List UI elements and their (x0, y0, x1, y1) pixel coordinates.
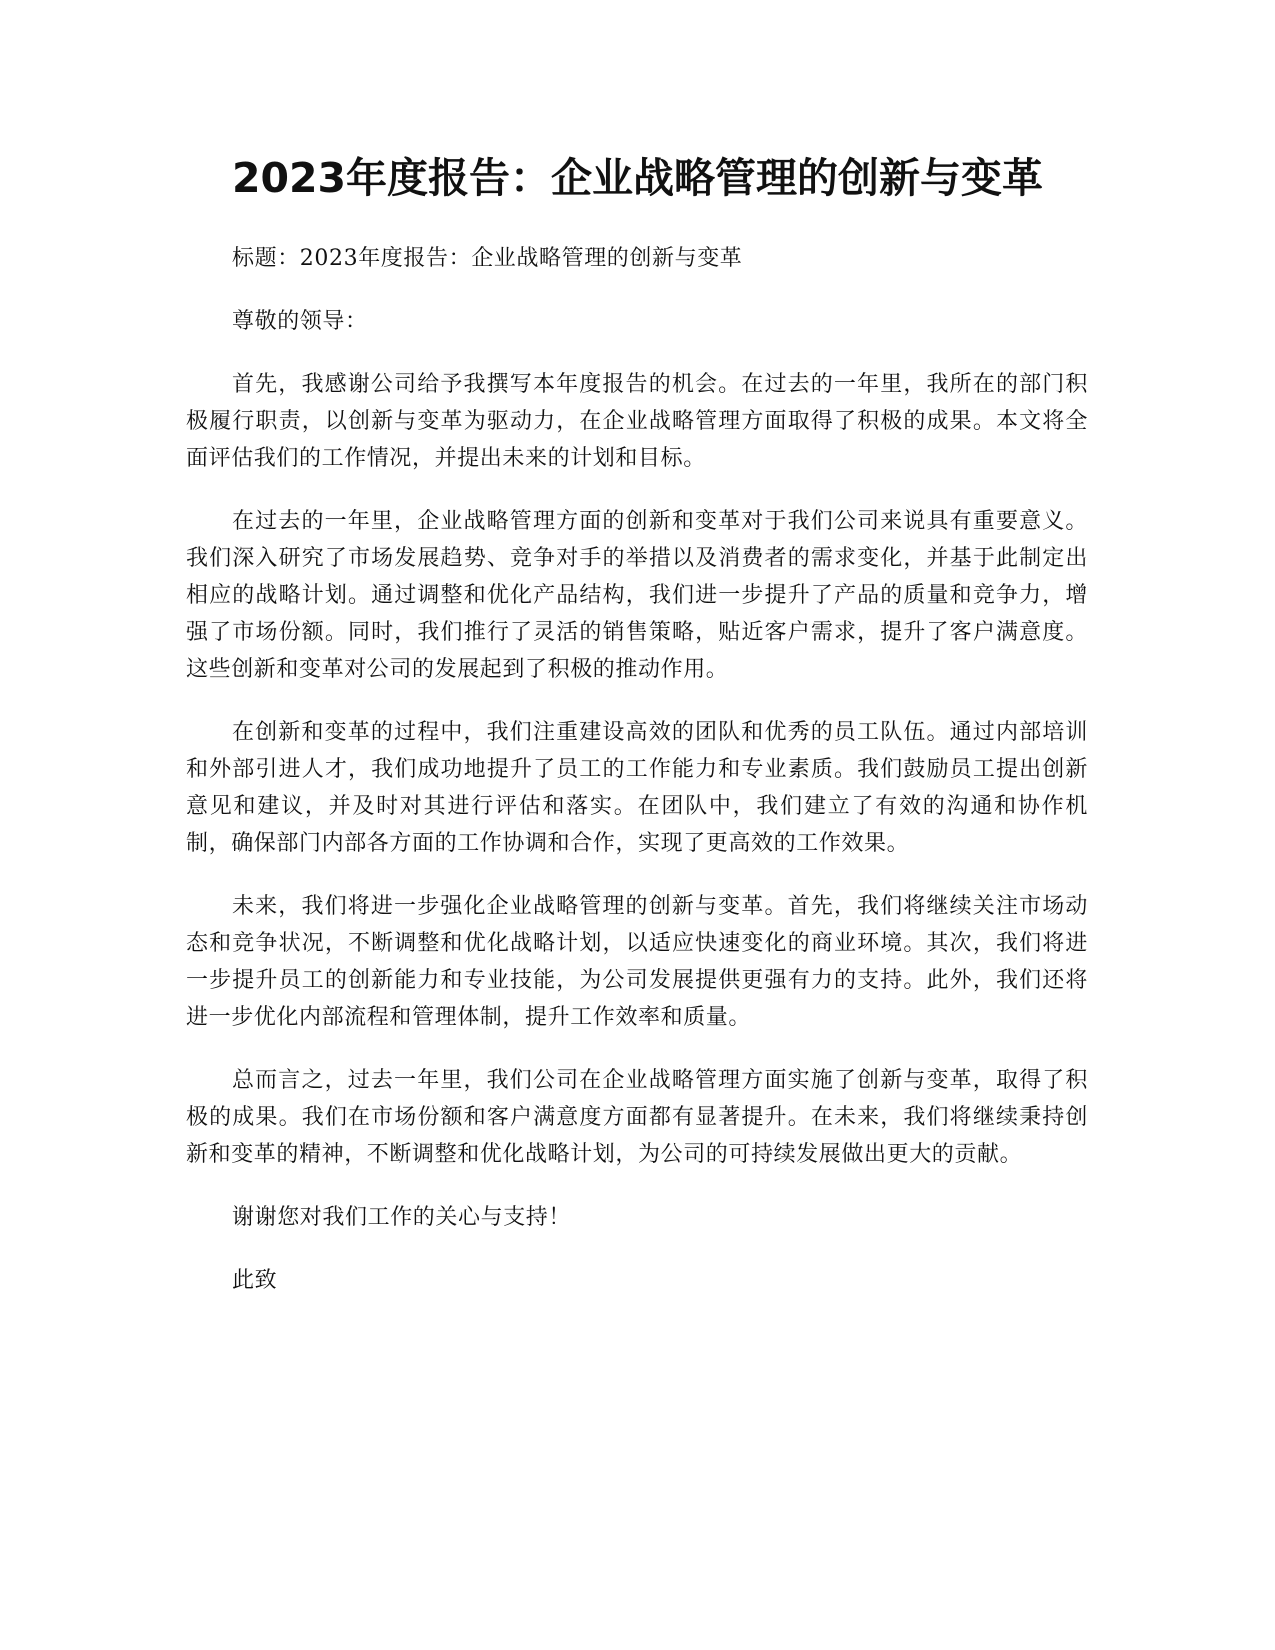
salutation: 尊敬的领导： (232, 309, 368, 334)
paragraph-team: 在创新和变革的过程中，我们注重建设高效的团队和优秀的员工队伍。通过内部培训和外部引进人才，我们成功地提升了员工的工作能力和专业素质。我们鼓励员工提出创新意见和建议，并及时对其进行评估和落实。在团队中，我们建立了有效的沟通和协作机制，确保部门内部各方面的工作协调和合作，实现了更高效的工作效果。 (186, 720, 1088, 856)
subject-line: 标题：2023年度报告：企业战略管理的创新与变革 (232, 246, 743, 271)
closing-thanks: 谢谢您对我们工作的关心与支持！ (232, 1205, 572, 1230)
paragraph-strategy: 在过去的一年里，企业战略管理方面的创新和变革对于我们公司来说具有重要意义。我们深入研究了市场发展趋势、竞争对手的举措以及消费者的需求变化，并基于此制定出相应的战略计划。通过调整和优化产品结构，我们进一步提升了产品的质量和竞争力，增强了市场份额。同时，我们推行了灵活的销售策略，贴近客户需求，提升了客户满意度。这些创新和变革对公司的发展起到了积极的推动作用。 (186, 509, 1088, 682)
document-title: 2023年度报告：企业战略管理的创新与变革 (231, 154, 1044, 202)
paragraph-future: 未来，我们将进一步强化企业战略管理的创新与变革。首先，我们将继续关注市场动态和竞争状况，不断调整和优化战略计划，以适应快速变化的商业环境。其次，我们将进一步提升员工的创新能力和专业技能，为公司发展提供更强有力的支持。此外，我们还将进一步优化内部流程和管理体制，提升工作效率和质量。 (186, 894, 1088, 1030)
paragraph-intro: 首先，我感谢公司给予我撰写本年度报告的机会。在过去的一年里，我所在的部门积极履行职责，以创新与变革为驱动力，在企业战略管理方面取得了积极的成果。本文将全面评估我们的工作情况，并提出未来的计划和目标。 (186, 372, 1088, 471)
closing-regards: 此致 (232, 1268, 278, 1293)
document-body (186, 240, 1088, 1325)
paragraph-summary: 总而言之，过去一年里，我们公司在企业战略管理方面实施了创新与变革，取得了积极的成果。我们在市场份额和客户满意度方面都有显著提升。在未来，我们将继续秉持创新和变革的精神，不断调整和优化战略计划，为公司的可持续发展做出更大的贡献。 (186, 1068, 1088, 1167)
